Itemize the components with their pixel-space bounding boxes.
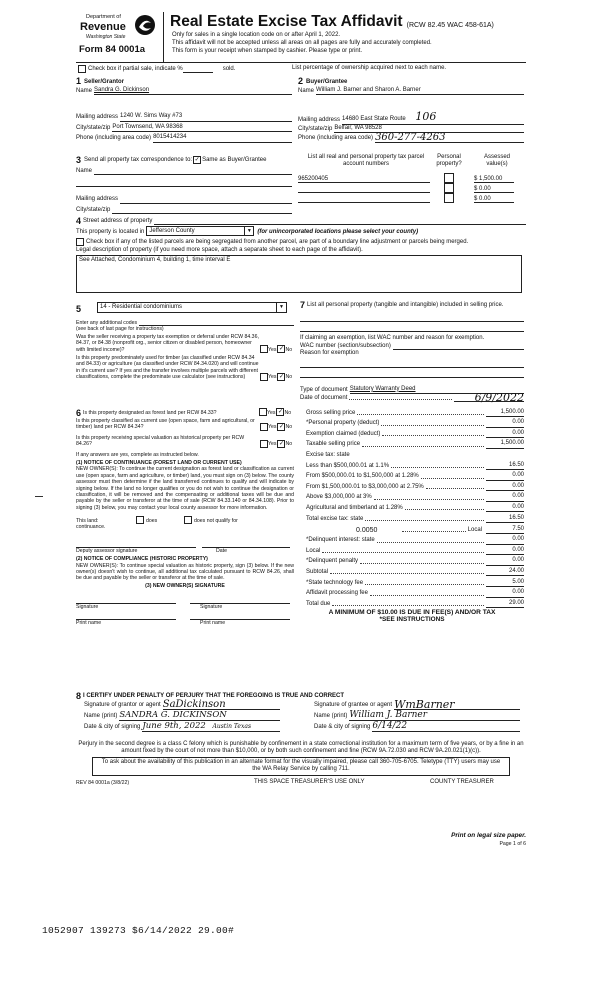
personal-property-checkbox-1[interactable]: [444, 173, 454, 183]
tax-lines-2: [300, 534, 524, 608]
q-exemption-no-label: No: [285, 346, 293, 353]
tax-line-value[interactable]: 0.00: [486, 547, 524, 555]
local-label: Local: [467, 526, 482, 533]
segregated-label: Check box if any of the listed parcels are being segregated from another parcel, are part of a boundary line adjustment or parcels being merged.: [86, 239, 469, 245]
sec3-heading: Send all property tax correspondence to:: [84, 156, 193, 163]
personal-property-line-1[interactable]: [300, 321, 524, 322]
historic-text: NEW OWNER(S): To continue special valuation as historic property, sign (3) below. If the new owner(s) doesn't wish to continue, all additional tax calculated pursuant to RCW 84.26, shall be due and payable by the seller or transferor at the time of sale.: [76, 562, 294, 582]
q-forest-yes-checkbox[interactable]: [259, 408, 267, 416]
section-5: 5 14 - Residential condominiums ▼ Enter any additional codes (see back of last page for instructions) Was the seller receiving a property tax exemption or deferral under RCW 84.36, 84.37, or 84.38 (nonprofit org., senior citizen or disabled person, homeowner with limited income)? Yes ✓ No Is this property predominately used for timber (as classified under RCW 84.34 and 84.33) or agriculture (as classified under RCW 84.34.020) and will continue in it's current use? If yes and the transfer involves multiple parcels with different classifications, complete the predominate use calculator (see instructions) Yes ✓ No: [76, 302, 294, 406]
street-addr-field[interactable]: [154, 218, 526, 225]
see-instructions: *SEE INSTRUCTIONS: [379, 616, 445, 624]
dor-swirl-icon: [134, 14, 156, 36]
q-forest: Is this property designated as forest land per RCW 84.33?: [83, 409, 217, 416]
parcel-col2: Personal property?: [436, 154, 462, 168]
tax-line-label: Excise tax: state: [306, 452, 350, 458]
tax-line-label: From $1,500,000.01 to $3,000,000 at 2.75%: [306, 483, 424, 490]
tax-line: [300, 449, 524, 460]
q-exemption-no-checkbox[interactable]: [277, 345, 285, 353]
same-as-buyer-checkbox[interactable]: [193, 156, 201, 164]
grantee-sig-label: Signature of grantee or agent: [314, 702, 393, 709]
form-title: Real Estate Excise Tax Affidavit: [170, 13, 403, 30]
tax-line-value[interactable]: 0.00: [486, 472, 524, 480]
legal-paper-note: Print on legal size paper.: [451, 832, 526, 839]
q-historic-yes-label: Yes: [268, 441, 277, 448]
grantor-sig-label: Signature of grantor or agent: [84, 702, 161, 709]
tax-line-value[interactable]: 0.00: [486, 419, 524, 427]
q-exemption-yes-label: Yes: [268, 346, 277, 353]
section-1: 1 Seller/Grantor Name Sandra G. Dickinson Mailing address 1240 W. Sims Way #73 City/state/zip Port Townsend, WA 98368 Phone (including area code) 8015414234: [76, 76, 292, 152]
grantee-date[interactable]: 6/14/22: [372, 723, 520, 731]
deputy-date-label: Date: [216, 547, 227, 554]
sec3-addr[interactable]: [120, 197, 292, 204]
tax-line-label: Taxable selling price: [306, 441, 361, 448]
grantee-signature[interactable]: WmBarner: [394, 701, 520, 709]
grantee-name-label: Name (print): [314, 713, 348, 720]
seller-city[interactable]: Port Townsend, WA 98368: [112, 124, 292, 132]
grantee-name[interactable]: William J. Barner: [349, 712, 520, 720]
grantor-name[interactable]: SANDRA G. DICKINSON: [119, 712, 280, 720]
same-as-buyer-label: Same as Buyer/Grantee: [202, 156, 267, 163]
assessed-value-1[interactable]: $ 1,500.00: [474, 176, 514, 183]
tax-line-value[interactable]: 0.00: [486, 430, 524, 438]
dept-line1: Department of: [86, 14, 121, 20]
tax-line-value[interactable]: 1,500.00: [486, 409, 524, 417]
header-note2: This affidavit will not be accepted unless all areas on all pages are fully and accurately completed.: [172, 40, 432, 46]
q-historic-no-checkbox[interactable]: [277, 440, 285, 448]
tax-line: [300, 481, 524, 492]
any-yes-note: If any answers are yes, complete as instructed below.: [76, 451, 199, 458]
buyer-city[interactable]: Belfair, WA 98528: [334, 125, 524, 133]
new-owner-sig-heading: (3) NEW OWNER(S) SIGNATURE: [145, 582, 225, 589]
wac-field[interactable]: [393, 343, 524, 350]
tax-line: [300, 417, 524, 428]
personal-property-checkbox-3[interactable]: [444, 193, 454, 203]
parcel-col1: List all real and personal property tax parcel account numbers: [307, 154, 425, 168]
section-7: 7 List all personal property (tangible and intangible) included in selling price. If claiming an exemption, list WAC number and reason for exemption. WAC number (section/subsection) Reason for exemption Type of document Statutory Warranty Deed Date of document 6/9/2022 Gross selling price 1,500.00 *Personal property (deduct) 0.00 Exemption claimed (deduct) 0.00 Taxable selling price 1,500.00 Excise tax: state Less than $500,000.01 at 1.1% 16.50 From $500,000.01 to $1,500,000 at 1.28% 0.00 From $1,500,000.01 to $3,000,000 at 2.75% 0.00 Above $3,000,000 at 3% 0.00 Agricultural and timberland at 1.28% 0.00 Total excise tax: state 16.50 0.0050 Local 7.50 *Delinquent interest: state 0.00 Local 0.00 *Delinquent penalty 0.00 Subtotal 24.00 *State technology fee 5.00 Affidavit processing fee 0.00 Total due 29.00 A MINIMUM OF $10.00 IS DUE IN FEE(S) AND/OR TAX *SEE INSTRUCTIONS: [300, 300, 524, 624]
tax-line-label: Above $3,000,000 at 3%: [306, 494, 372, 501]
tax-line: [300, 470, 524, 481]
segregated-checkbox[interactable]: [76, 238, 84, 246]
ownership-note: List percentage of ownership acquired next to each name.: [292, 65, 447, 71]
section-8: 8 I CERTIFY UNDER PENALTY OF PERJURY THAT THE FOREGOING IS TRUE AND CORRECT Signature of grantor or agent SaDickinson Name (print) SANDRA G. DICKINSON Date & city of signing June 9th, 2022 Austin Texas Signature of grantee or agent WmBarner Name (print) William J. Barner Date & city of signing 6/14/22: [76, 693, 526, 741]
tax-line: [300, 598, 524, 609]
reason-line-2[interactable]: [300, 377, 524, 378]
grantor-signature[interactable]: SaDickinson: [163, 701, 280, 709]
q-timber-yes-label: Yes: [268, 374, 277, 381]
q-timber-no-label: No: [285, 374, 293, 381]
tax-line-value[interactable]: 0.00: [486, 483, 524, 491]
seller-name[interactable]: Sandra G. Dickinson: [94, 87, 292, 95]
seller-addr-label: Mailing address: [76, 114, 119, 121]
tax-line-label: From $500,000.01 to $1,500,000 at 1.28%: [306, 473, 419, 480]
tax-line: [300, 566, 524, 577]
doc-type-label: Type of document: [300, 386, 348, 393]
q-historic-no-label: No: [285, 441, 293, 448]
county-note: (for unincorporated locations please select your county): [257, 229, 419, 235]
tax-line-value[interactable]: 24.00: [486, 568, 524, 576]
buyer-heading: Buyer/Grantee: [306, 78, 348, 85]
buyer-city-label: City/state/zip: [298, 125, 333, 132]
recording-stamp: 1052907 139273 $6/14/2022 29.00#: [42, 925, 235, 936]
form-rcw: (RCW 82.45 WAC 458-61A): [406, 22, 494, 29]
county-select[interactable]: [146, 226, 254, 236]
buyer-addr[interactable]: [342, 110, 524, 124]
dor-logo: [76, 12, 160, 62]
q-timber-yes-checkbox[interactable]: [260, 373, 268, 381]
tax-line-value[interactable]: 0.00: [486, 589, 524, 597]
continuance-text: NEW OWNER(S): To continue the current designation as forest land or classification as current use (open space, farm and agriculture, or timber) land, you must sign on (3) below. The county assessor must then determine if the land transferred continues to qualify and will indicate by signing below. If the land no longer qualifies or you do not wish to continue the designation or classification, it will be removed and the compensating or additional taxes will be due and payable by the seller or transferor at the time of sale (RCW 84.33.140 or 84.34.108). Prior to signing (3) below, you may contact your local county assessor for more information.: [76, 466, 294, 511]
dept-line2: Revenue: [80, 21, 126, 33]
located-label: This property is located in: [76, 229, 145, 235]
grantee-date-label: Date & city of signing: [314, 724, 371, 731]
seller-phone-label: Phone (including area code): [76, 135, 152, 142]
this-land-label: This land:: [76, 517, 99, 524]
parcel-num-2[interactable]: [298, 184, 430, 193]
tax-line: [300, 428, 524, 439]
header-note3: This form is your receipt when stamped by cashier. Please type or print.: [172, 48, 363, 54]
tax-line-label: *State technology fee: [306, 579, 364, 586]
tax-line-label: Total due: [306, 600, 331, 607]
sec3-name-label: Name: [76, 168, 93, 174]
q-exemption: Was the seller receiving a property tax exemption or deferral under RCW 84.36, 84.37, or 84.38 (nonprofit org., senior citizen or disabled person, homeowner with limited income)?: [76, 333, 259, 353]
tax-line: [300, 534, 524, 545]
q-forest-no-label: No: [284, 409, 292, 416]
tax-line: [300, 406, 524, 417]
form-number: Form 84 0001a: [79, 44, 146, 55]
grantor-date-city[interactable]: [142, 723, 280, 731]
partial-sale-checkbox[interactable]: [78, 65, 86, 73]
buyer-name[interactable]: William J. Barner and Sharon A. Barner: [316, 87, 524, 95]
print-name-label-1: Print name: [76, 619, 102, 626]
parcel-col3: Assessed value(s): [483, 154, 510, 168]
tax-line-label: Local: [306, 547, 321, 554]
tax-line-value[interactable]: 16.50: [486, 462, 524, 470]
section-6: 6 Is this property designated as forest land per RCW 84.33? Yes ✓ No Is this property classified as current use (open space, farm and agricultural, or timber) land per RCW 84.34? Yes ✓ No Is this property receiving special valuation as historical property per RCW 84.26? Yes ✓ No If any answers are yes, complete as instructed below. (1) NOTICE OF CONTINUANCE (FOREST LAND OR CURRENT USE) NEW OWNER(S): To continue the current designation as forest land or classification as current use (open space, farm and agriculture, or timber) land, you must sign on (3) below. The county assessor must then determine if the land transferred continues to qualify and will indicate by signing below. If the land no longer qualifies or you do not wish to continue the designation or classification, it will be removed and the compensating or additional taxes will be due and payable by the seller or transferor at the time of sale (RCW 84.33.140 or 84.34.108). Prior to signing (3) below, you may contact your local county assessor for more information. This land: does does not qualify for continuance. Deputy assessor signature Date (2) NOTICE OF COMPLIANCE (HISTORIC PROPERTY) NEW OWNER(S): To continue special valuation as historic property, sign (3) below. If the new owner(s) doesn't wish to continue, all additional tax calculated pursuant to RCW 84.26, shall be due and payable by the seller or transferor at the time of sale. (3) NEW OWNER(S) SIGNATURE Signature Signature Print name Print name: [76, 408, 294, 668]
legal-desc-label: Legal description of property (if you need more space, attach a separate sheet to each page of the affidavit).: [76, 247, 363, 254]
section-3: 3 Send all property tax correspondence to: ✓ Same as Buyer/Grantee Name Mailing address City/state/zip: [76, 156, 292, 216]
does-checkbox[interactable]: [136, 516, 144, 524]
land-use-value: 14 - Residential condominiums: [100, 303, 183, 310]
page-number: Page 1 of 6: [499, 841, 526, 847]
sec3-addr-label: Mailing address: [76, 196, 119, 203]
tax-line: [300, 512, 524, 523]
section-4: 4 Street address of property This property is located in Jefferson County ▼ (for unincorporated locations please select your county) Check box if any of the listed parcels are being segregated from another parcel, are part of a boundary line adjustment or parcels being merged. Legal description of property (if you need more space, attach a separate sheet to each page of the affidavit). See Attached, Condominium 4, building 1, time interval E: [76, 218, 526, 300]
seller-addr[interactable]: 1240 W. Sims Way #73: [120, 113, 292, 121]
grantor-city: Austin Texas: [212, 723, 252, 731]
assessed-value-3[interactable]: $ 0.00: [474, 196, 514, 203]
q-forest-yes-label: Yes: [267, 409, 276, 416]
q-timber: Is this property predominately used for timber (as classified under RCW 84.34 and 84.33) or agriculture (as classified under RCW 84.34.020) and will continue in it's current use? If yes and the transfer involves multiple parcels with different classifications, complete the predominate use calculator (see instructions): [76, 355, 259, 381]
minimum-note: A MINIMUM OF $10.00 IS DUE IN FEE(S) AND/OR TAX: [328, 609, 496, 617]
q-current-use-yes-label: Yes: [268, 424, 277, 431]
tax-line: [300, 587, 524, 598]
buyer-addr-label: Mailing address: [298, 117, 341, 124]
header-note1: Only for sales in a single location code on or after April 1, 2022.: [172, 32, 341, 38]
tax-line-label: Agricultural and timberland at 1.28%: [306, 504, 403, 511]
tax-line-value[interactable]: 16.50: [486, 515, 524, 523]
tax-line: [300, 438, 524, 449]
assessed-value-2[interactable]: $ 0.00: [474, 186, 514, 193]
buyer-addr-typed: 14680 East State Route: [342, 116, 406, 123]
tax-line-label: *Delinquent penalty: [306, 558, 359, 565]
tax-line: [300, 555, 524, 566]
exemption-note: If claiming an exemption, list WAC number and reason for exemption.: [300, 335, 485, 342]
q-historic-yes-checkbox[interactable]: [260, 440, 268, 448]
doc-date-label: Date of document: [300, 395, 348, 402]
seller-name-label: Name: [76, 88, 93, 94]
buyer-addr-hand: 106: [415, 110, 437, 124]
tax-line: [300, 576, 524, 587]
tax-line-value[interactable]: 1,500.00: [486, 440, 524, 448]
signature-label-2: Signature: [200, 604, 223, 611]
tax-line-label: Subtotal: [306, 568, 329, 575]
perjury-note: Perjury in the second degree is a class C felony which is punishable by confinement in a state correctional institution for a maximum term of five years, or by a fine in an amount fixed by the court of not more than $10,000, or by both such confinement and fine (RCW 9A.72.030 and RCW 9A.20.021(1)(c)).: [78, 741, 524, 755]
sec3-city-label: City/state/zip: [76, 206, 111, 213]
signature-label-1: Signature: [76, 604, 99, 611]
tax-line: [300, 491, 524, 502]
seller-city-label: City/state/zip: [76, 124, 111, 131]
q-forest-no-checkbox[interactable]: [276, 408, 284, 416]
tax-line-label: *Personal property (deduct): [306, 420, 380, 427]
local-rate: 0.0050: [356, 526, 378, 534]
q-current-use-no-label: No: [285, 424, 293, 431]
treasurer-use-label: THIS SPACE TREASURER'S USE ONLY: [254, 779, 365, 785]
buyer-phone[interactable]: 360-277-4263: [375, 134, 524, 142]
grantor-date-label: Date & city of signing: [84, 724, 141, 731]
tax-line-label: Exemption claimed (deduct): [306, 430, 381, 437]
deputy-label: Deputy assessor signature: [76, 547, 138, 554]
county-value: Jefferson County: [149, 227, 195, 234]
chevron-down-icon: ▼: [244, 227, 253, 235]
doc-type[interactable]: Statutory Warranty Deed: [350, 386, 524, 394]
tax-line-label: *Delinquent interest: state: [306, 537, 375, 544]
tax-lines: [300, 406, 524, 523]
legal-description-field[interactable]: [76, 255, 522, 293]
certify-heading: I CERTIFY UNDER PENALTY OF PERJURY THAT THE FOREGOING IS TRUE AND CORRECT: [83, 693, 345, 699]
tax-line-value[interactable]: 0.00: [486, 493, 524, 501]
tax-line-value[interactable]: 0.00: [486, 504, 524, 512]
personal-property-checkbox-2[interactable]: [444, 183, 454, 193]
legal-description: See Attached, Condominium 4, building 1, time interval E: [79, 256, 231, 263]
margin-mark: [35, 496, 43, 497]
street-addr-label: Street address of property: [83, 218, 153, 224]
personal-property-label: List all personal property (tangible and intangible) included in selling price.: [307, 302, 504, 308]
q-exemption-yes-checkbox[interactable]: [260, 345, 268, 353]
county-treasurer-label: COUNTY TREASURER: [430, 779, 494, 785]
reason-label: Reason for exemption: [300, 350, 359, 357]
q-timber-no-checkbox[interactable]: [277, 373, 285, 381]
partial-sale-label: Check box if partial sale, indicate %: [88, 65, 183, 72]
accessibility-note: To ask about the availability of this publication in an alternate format for the visually impaired, please call 360-705-6705. Teletype (TTY) users may use the WA Relay Service by calling 711.: [92, 757, 510, 776]
tax-line-label: Gross selling price: [306, 409, 356, 416]
wac-label: WAC number (section/subsection): [300, 342, 391, 349]
does-not-label: does not qualify for: [194, 517, 238, 524]
doc-date[interactable]: 6/9/2022: [454, 394, 524, 402]
seller-phone[interactable]: 8015414234: [153, 134, 292, 142]
parcel-table: [298, 154, 524, 214]
header-divider: [163, 12, 164, 62]
parcel-num-1[interactable]: 965200405: [298, 176, 430, 183]
buyer-name-label: Name: [298, 88, 315, 94]
tax-line: [300, 545, 524, 556]
q-current-use: Is this property classified as current use (open space, farm and agricultural, or timber) land per RCW 84.34?: [76, 418, 255, 431]
parcel-num-3[interactable]: [298, 194, 430, 203]
historic-heading: (2) NOTICE OF COMPLIANCE (HISTORIC PROPERTY): [76, 556, 208, 563]
sold-label: sold.: [222, 65, 236, 72]
chevron-down-icon: ▼: [276, 303, 286, 312]
does-label: does: [146, 517, 158, 524]
partial-sale-pct[interactable]: [183, 66, 213, 73]
local-tax-value[interactable]: 7.50: [486, 526, 524, 534]
print-name-label-2: Print name: [200, 619, 226, 626]
sec3-name-line2[interactable]: [76, 184, 292, 187]
local-tax-row: [356, 523, 524, 534]
additional-codes-note: (see back of last page for instructions): [76, 326, 164, 333]
land-use-select[interactable]: [97, 302, 287, 313]
rev-label: REV 84 0001a (3/8/22): [76, 780, 130, 786]
tax-line-value[interactable]: 29.00: [486, 600, 524, 608]
tax-line-label: Affidavit processing fee: [306, 590, 368, 597]
buyer-phone-label: Phone (including area code): [298, 135, 374, 142]
tax-line-label: Total excise tax: state: [306, 515, 364, 522]
q-current-use-no-checkbox[interactable]: [277, 423, 285, 431]
tax-line-label: Less than $500,000.01 at 1.1%: [306, 462, 390, 469]
sec3-city[interactable]: [112, 207, 292, 214]
tax-line: [300, 459, 524, 470]
tax-line: [300, 502, 524, 513]
additional-codes-label: Enter any additional codes: [76, 320, 138, 326]
tax-line-value[interactable]: 0.00: [486, 557, 524, 565]
grantor-name-label: Name (print): [84, 713, 118, 720]
tax-line-value[interactable]: 0.00: [486, 536, 524, 544]
q-current-use-yes-checkbox[interactable]: [260, 423, 268, 431]
does-not-checkbox[interactable]: [184, 516, 192, 524]
tax-line-value[interactable]: 5.00: [486, 579, 524, 587]
dept-line3: Washington State: [86, 34, 126, 40]
grantor-date: June 9th, 2022: [142, 721, 206, 732]
continuance-heading: (1) NOTICE OF CONTINUANCE (FOREST LAND OR CURRENT USE): [76, 460, 242, 467]
continuance-label: continuance.: [76, 524, 106, 531]
header-rule: [76, 62, 526, 63]
reason-line-1[interactable]: [300, 367, 524, 368]
personal-property-line-2[interactable]: [300, 331, 524, 332]
q-historic: Is this property receiving special valuation as historical property per RCW 84.26?: [76, 434, 245, 448]
sec3-name[interactable]: [94, 168, 292, 175]
section-2: 2 Buyer/Grantee Name William J. Barner and Sharon A. Barner Mailing address 14680 East State Route 106 City/state/zip Belfair, WA 98528 Phone (including area code) 360-277-4263: [298, 76, 524, 152]
seller-heading: Seller/Grantor: [84, 78, 125, 85]
